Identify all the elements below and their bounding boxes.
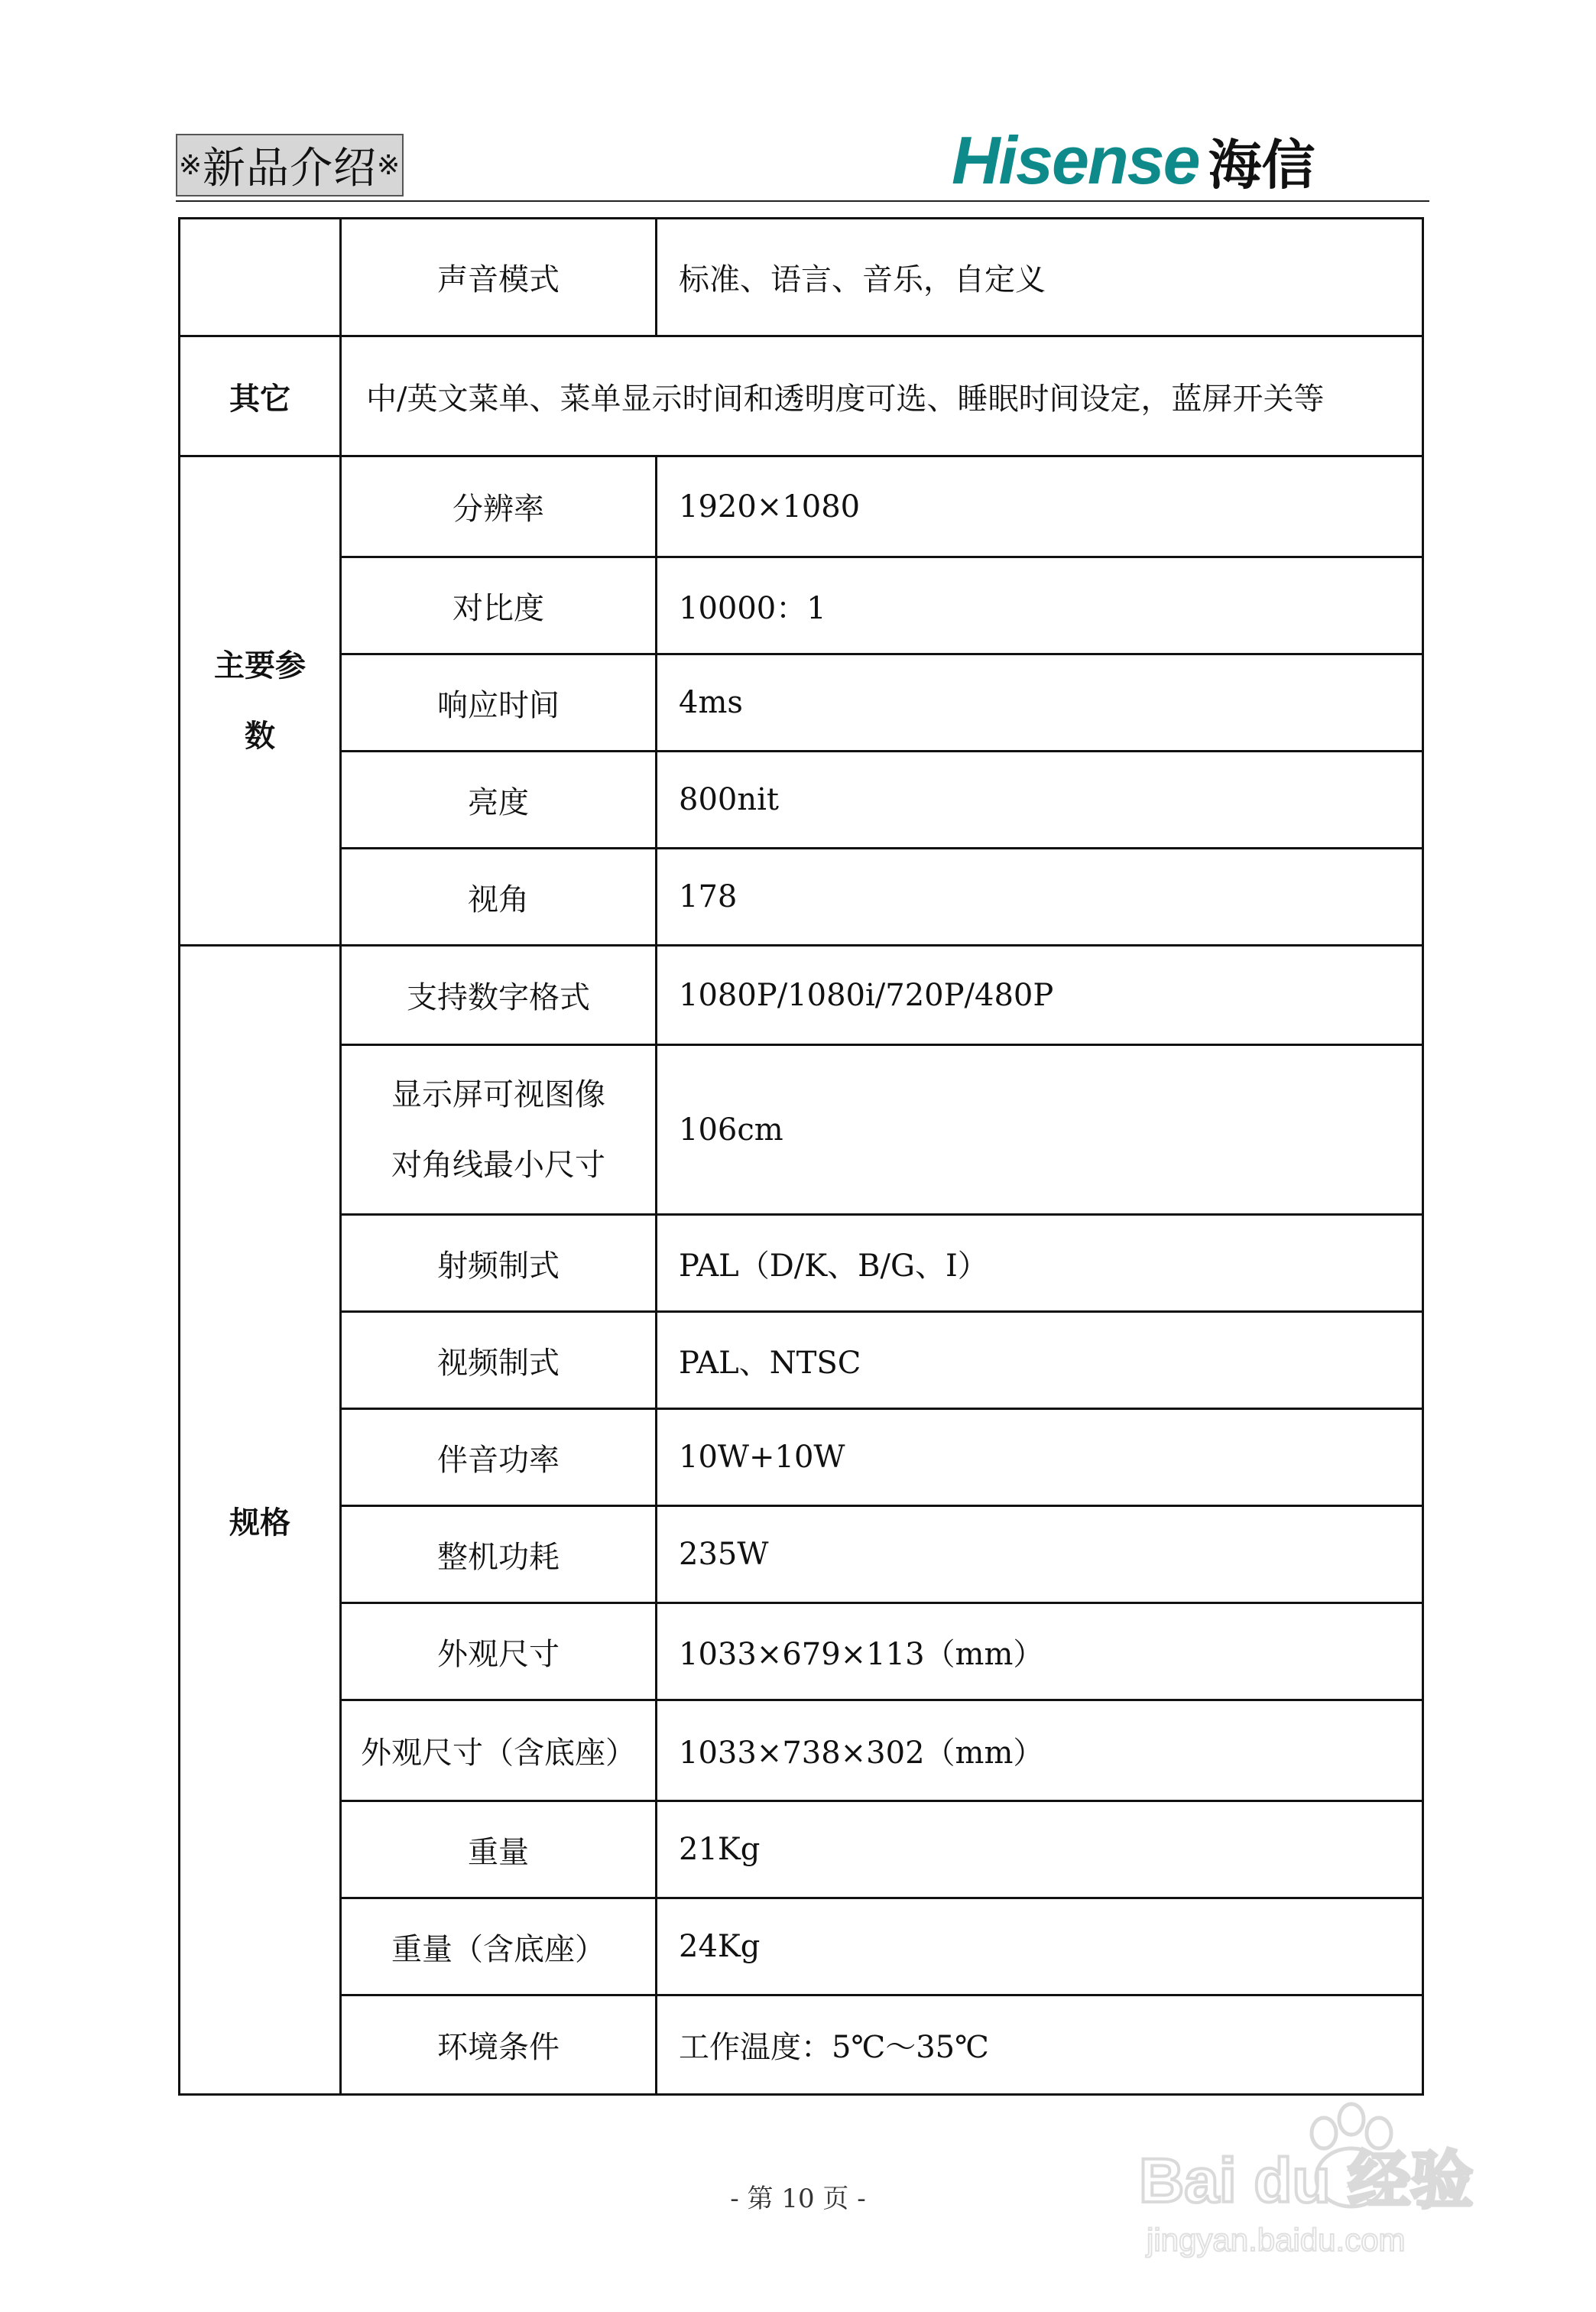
table-row <box>180 1995 1423 2095</box>
paw-toe-3 <box>1367 2118 1391 2148</box>
row-label: 重量（含底座） <box>341 1898 657 1995</box>
row-value: 24Kg <box>657 1898 1423 1995</box>
category-spec: 规格 <box>180 946 341 2095</box>
row-label-line1: 显示屏可视图像 <box>391 1076 605 1112</box>
row-label: 声音模式 <box>341 219 657 336</box>
table-row <box>180 1409 1423 1506</box>
other-features-value: 中/英文菜单、菜单显示时间和透明度可选、睡眠时间设定，蓝屏开关等 <box>341 336 1423 456</box>
row-label: 视角 <box>341 849 657 946</box>
table-row <box>180 752 1423 849</box>
paw-toe-2 <box>1339 2104 1364 2135</box>
header-divider <box>176 200 1429 202</box>
row-value: 106cm <box>657 1045 1423 1215</box>
row-label: 环境条件 <box>341 1995 657 2095</box>
row-label: 视频制式 <box>341 1312 657 1409</box>
table-row <box>180 1801 1423 1898</box>
table-row <box>180 946 1423 1045</box>
reference-mark-left: ※ <box>178 149 203 181</box>
row-label: 亮度 <box>341 752 657 849</box>
row-value: 1033×738×302（mm） <box>657 1700 1423 1801</box>
spec-table <box>178 217 1424 2096</box>
table-row <box>180 456 1423 557</box>
table-row <box>180 1045 1423 1215</box>
row-value: PAL、NTSC <box>657 1312 1423 1409</box>
row-value: 178 <box>657 849 1423 946</box>
row-value: 标准、语言、音乐，自定义 <box>657 219 1423 336</box>
table-row <box>180 1506 1423 1603</box>
table-row <box>180 654 1423 752</box>
row-label: 外观尺寸 <box>341 1603 657 1700</box>
row-value: 21Kg <box>657 1801 1423 1898</box>
table-row <box>180 219 1423 336</box>
table-row <box>180 557 1423 654</box>
category-other: 其它 <box>180 336 341 456</box>
row-value: 1920×1080 <box>657 456 1423 557</box>
brand-name-cn: 海信 <box>1208 133 1315 196</box>
empty-category-cell <box>180 219 341 336</box>
row-label: 对比度 <box>341 557 657 654</box>
paw-toe-1 <box>1312 2118 1336 2148</box>
row-label: 分辨率 <box>341 456 657 557</box>
table-row <box>180 1700 1423 1801</box>
row-label: 伴音功率 <box>341 1409 657 1506</box>
watermark-url: jingyan.baidu.com <box>1147 2222 1406 2258</box>
reference-mark-right: ※ <box>377 149 401 181</box>
baidu-jingyan-watermark <box>1131 2087 1529 2263</box>
watermark-logo-text: Bai du 经验 <box>1139 2146 1474 2216</box>
row-value: 1080P/1080i/720P/480P <box>657 946 1423 1045</box>
row-label: 重量 <box>341 1801 657 1898</box>
category-main-params-line1: 主要参 <box>214 648 306 684</box>
table-row <box>180 1898 1423 1995</box>
table-row <box>180 1603 1423 1700</box>
table-row <box>180 336 1423 456</box>
page-number: - 第 10 页 - <box>730 2184 866 2214</box>
row-value: 800nit <box>657 752 1423 849</box>
row-label: 支持数字格式 <box>341 946 657 1045</box>
row-label-multiline <box>341 1045 657 1215</box>
category-main-params <box>180 456 341 946</box>
row-value: 工作温度：5℃～35℃ <box>657 1995 1423 2095</box>
row-value: 1033×679×113（mm） <box>657 1603 1423 1700</box>
table-row <box>180 1312 1423 1409</box>
row-value: 10000：1 <box>657 557 1423 654</box>
brand-name-en: Hisense <box>952 122 1199 198</box>
table-row <box>180 849 1423 946</box>
row-value: PAL（D/K、B/G、I） <box>657 1215 1423 1312</box>
category-main-params-line2: 数 <box>245 718 275 754</box>
row-value: 235W <box>657 1506 1423 1603</box>
row-label: 射频制式 <box>341 1215 657 1312</box>
section-title: 新品介绍 <box>203 144 377 193</box>
section-tag <box>176 134 404 196</box>
row-value: 4ms <box>657 654 1423 752</box>
row-label: 响应时间 <box>341 654 657 752</box>
row-label: 整机功耗 <box>341 1506 657 1603</box>
row-value: 10W+10W <box>657 1409 1423 1506</box>
hisense-logo <box>952 122 1315 198</box>
table-row <box>180 1215 1423 1312</box>
row-label-line2: 对角线最小尺寸 <box>391 1147 605 1183</box>
row-label: 外观尺寸（含底座） <box>341 1700 657 1801</box>
